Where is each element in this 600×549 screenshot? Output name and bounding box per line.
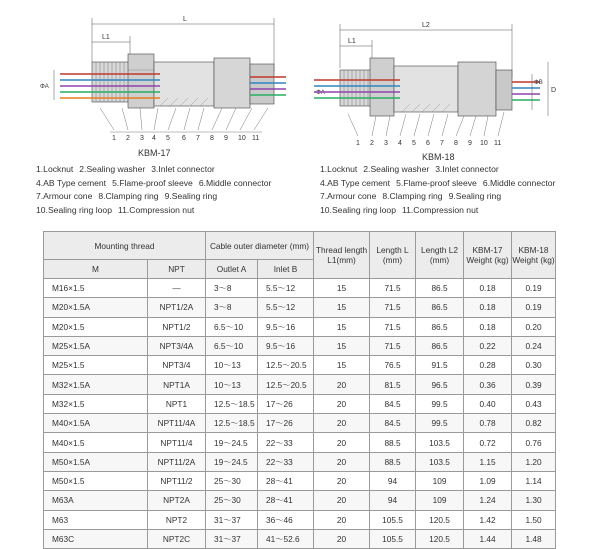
legend-item: 6.Middle connector: [198, 177, 272, 188]
cell-length-l2: 86.5: [416, 279, 464, 298]
cell-length-l: 71.5: [370, 317, 416, 336]
cell-inlet-b: 22～33: [258, 452, 314, 471]
cell-length-l: 94: [370, 491, 416, 510]
cell-inlet-b: 12.5～20.5: [258, 356, 314, 375]
header-npt: NPT: [148, 260, 206, 279]
cell-npt-thread: NPT1: [148, 394, 206, 413]
cell-length-l2: 109: [416, 471, 464, 490]
dim-l2-label: L2: [422, 22, 430, 29]
cell-npt-thread: NPT2: [148, 510, 206, 529]
dim-l-label: L: [183, 16, 187, 23]
cell-length-l: 71.5: [370, 298, 416, 317]
kbm17-parts-legend: [36, 163, 277, 217]
cell-thread-length: 20: [314, 433, 370, 452]
cell-npt-thread: NPT1A: [148, 375, 206, 394]
part-num: 7: [196, 135, 200, 142]
cell-thread-length: 20: [314, 510, 370, 529]
part-num: 2: [370, 140, 374, 147]
cell-npt-thread: NPT2C: [148, 529, 206, 548]
cell-thread-length: 15: [314, 356, 370, 375]
header-cable-diameter: Cable outer diameter (mm): [206, 232, 314, 260]
part-num: 1: [112, 135, 116, 142]
cell-inlet-b: 12.5～20.5: [258, 375, 314, 394]
dim-d-label: D: [551, 87, 557, 94]
part-num: 11: [252, 135, 260, 142]
cell-kbm17-weight: 0.36: [464, 375, 512, 394]
legend-item: 1.Locknut: [320, 164, 358, 174]
kbm18-parts-legend: [320, 163, 561, 217]
part-num: 6: [426, 140, 430, 147]
cell-inlet-b: 41～52.6: [258, 529, 314, 548]
cell-length-l: 81.5: [370, 375, 416, 394]
cell-m-thread: M63A: [44, 491, 148, 510]
part-num: 5: [166, 135, 170, 142]
cell-npt-thread: NPT11/2: [148, 471, 206, 490]
cell-kbm18-weight: 1.50: [512, 510, 556, 529]
cell-length-l: 71.5: [370, 336, 416, 355]
cell-length-l: 105.5: [370, 529, 416, 548]
cell-outlet-a: 25～30: [206, 491, 258, 510]
cell-kbm17-weight: 0.18: [464, 279, 512, 298]
cell-outlet-a: 12.5～18.5: [206, 394, 258, 413]
cell-kbm18-weight: 1.30: [512, 491, 556, 510]
cell-thread-length: 20: [314, 529, 370, 548]
part-num: 6: [182, 135, 186, 142]
dim-a-label: ΦA: [316, 90, 325, 96]
cell-kbm18-weight: 0.30: [512, 356, 556, 375]
kbm18-label: KBM-18: [422, 152, 455, 162]
dim-b-label: ΦB: [534, 80, 543, 86]
cell-kbm18-weight: 1.14: [512, 471, 556, 490]
part-num: 1: [356, 140, 360, 147]
cell-kbm17-weight: 1.42: [464, 510, 512, 529]
cell-length-l: 76.5: [370, 356, 416, 375]
cell-length-l: 84.5: [370, 414, 416, 433]
cell-outlet-a: 19～24.5: [206, 452, 258, 471]
table-row: [44, 394, 556, 413]
cell-m-thread: M50×1.5A: [44, 452, 148, 471]
part-num: 8: [210, 135, 214, 142]
cell-thread-length: 20: [314, 394, 370, 413]
legend-item: 4.AB Type cement: [320, 177, 391, 188]
part-num: 3: [140, 135, 144, 142]
header-mounting-thread: Mounting thread: [44, 232, 206, 260]
cell-outlet-a: 25～30: [206, 471, 258, 490]
legend-item: 2.Sealing washer: [79, 164, 146, 174]
table-row: [44, 433, 556, 452]
kbm18-drawing: [318, 18, 568, 150]
cell-kbm17-weight: 0.72: [464, 433, 512, 452]
cell-inlet-b: 9.5～16: [258, 317, 314, 336]
cell-outlet-a: 3～8: [206, 279, 258, 298]
cell-outlet-a: 31～37: [206, 510, 258, 529]
cell-outlet-a: 6.5～10: [206, 336, 258, 355]
legend-item: 9.Sealing ring: [164, 191, 218, 202]
cell-thread-length: 20: [314, 452, 370, 471]
cell-kbm18-weight: 1.20: [512, 452, 556, 471]
part-num: 3: [384, 140, 388, 147]
legend-item: 11.Compression nut: [117, 204, 195, 215]
cell-npt-thread: NPT1/2A: [148, 298, 206, 317]
cell-length-l: 88.5: [370, 452, 416, 471]
part-num: 9: [224, 135, 228, 142]
cell-outlet-a: 10～13: [206, 375, 258, 394]
cell-kbm17-weight: 1.44: [464, 529, 512, 548]
part-num: 9: [468, 140, 472, 147]
cell-m-thread: M32×1.5: [44, 394, 148, 413]
cell-length-l: 88.5: [370, 433, 416, 452]
cell-length-l2: 86.5: [416, 298, 464, 317]
cell-thread-length: 15: [314, 336, 370, 355]
cell-kbm17-weight: 0.18: [464, 298, 512, 317]
cell-m-thread: M25×1.5A: [44, 336, 148, 355]
cell-thread-length: 15: [314, 317, 370, 336]
legend-item: 7.Armour cone: [320, 191, 377, 202]
cell-m-thread: M63: [44, 510, 148, 529]
cell-kbm18-weight: 0.24: [512, 336, 556, 355]
cell-length-l: 105.5: [370, 510, 416, 529]
legend-item: 6.Middle connector: [482, 177, 556, 188]
cell-length-l: 84.5: [370, 394, 416, 413]
table-row: [44, 491, 556, 510]
cell-m-thread: M40×1.5A: [44, 414, 148, 433]
cell-outlet-a: 10～13: [206, 356, 258, 375]
table-row: [44, 279, 556, 298]
table-row: [44, 510, 556, 529]
cell-inlet-b: 36～46: [258, 510, 314, 529]
cell-kbm18-weight: 0.39: [512, 375, 556, 394]
cell-outlet-a: 6.5～10: [206, 317, 258, 336]
dim-l1-label: L1: [348, 38, 356, 45]
cell-length-l2: 99.5: [416, 414, 464, 433]
cell-length-l2: 86.5: [416, 317, 464, 336]
cell-kbm18-weight: 1.48: [512, 529, 556, 548]
legend-item: 8.Clamping ring: [382, 191, 443, 202]
cell-m-thread: M20×1.5A: [44, 298, 148, 317]
legend-item: 1.Locknut: [36, 164, 74, 174]
header-inlet-b: Inlet B: [258, 260, 314, 279]
cell-npt-thread: NPT3/4: [148, 356, 206, 375]
cell-length-l2: 103.5: [416, 452, 464, 471]
cell-m-thread: M20×1.5: [44, 317, 148, 336]
table-row: [44, 414, 556, 433]
cell-length-l: 94: [370, 471, 416, 490]
table-row: [44, 317, 556, 336]
cell-length-l: 71.5: [370, 279, 416, 298]
cell-npt-thread: NPT2A: [148, 491, 206, 510]
header-length-l2: Length L2 (mm): [416, 232, 464, 279]
legend-item: 11.Compression nut: [401, 204, 479, 215]
cell-npt-thread: NPT11/4A: [148, 414, 206, 433]
header-kbm18-weight: KBM-18 Weight (kg): [512, 232, 556, 279]
cell-outlet-a: 31～37: [206, 529, 258, 548]
header-kbm17-weight: KBM-17 Weight (kg): [464, 232, 512, 279]
cell-m-thread: M63C: [44, 529, 148, 548]
legend-item: 5.Flame-proof sleeve: [396, 177, 477, 188]
table-row: [44, 529, 556, 548]
table-row: [44, 298, 556, 317]
cell-thread-length: 20: [314, 414, 370, 433]
cell-kbm17-weight: 1.09: [464, 471, 512, 490]
legend-item: 2.Sealing washer: [363, 164, 430, 174]
kbm17-drawing: [40, 12, 290, 144]
cell-inlet-b: 22～33: [258, 433, 314, 452]
cell-thread-length: 20: [314, 471, 370, 490]
cell-inlet-b: 17～26: [258, 414, 314, 433]
cell-kbm18-weight: 0.19: [512, 279, 556, 298]
cell-outlet-a: 3～8: [206, 298, 258, 317]
part-num: 4: [152, 135, 156, 142]
cell-npt-thread: NPT11/2A: [148, 452, 206, 471]
legend-item: 7.Armour cone: [36, 191, 93, 202]
cell-kbm18-weight: 0.76: [512, 433, 556, 452]
cell-thread-length: 20: [314, 491, 370, 510]
cell-thread-length: 15: [314, 298, 370, 317]
cell-kbm17-weight: 1.24: [464, 491, 512, 510]
cell-length-l2: 120.5: [416, 529, 464, 548]
cell-inlet-b: 28～41: [258, 491, 314, 510]
header-outlet-a: Outlet A: [206, 260, 258, 279]
legend-item: 5.Flame-proof sleeve: [112, 177, 193, 188]
table-row: [44, 336, 556, 355]
legend-item: 8.Clamping ring: [98, 191, 159, 202]
legend-item: 10.Sealing ring loop: [320, 204, 396, 215]
kbm17-label: KBM-17: [138, 148, 171, 158]
cell-npt-thread: NPT11/4: [148, 433, 206, 452]
table-row: [44, 471, 556, 490]
dim-a-label: ΦA: [40, 84, 49, 90]
cell-thread-length: 15: [314, 279, 370, 298]
table-row: [44, 452, 556, 471]
part-num: 5: [412, 140, 416, 147]
cell-kbm17-weight: 0.28: [464, 356, 512, 375]
cell-kbm18-weight: 0.20: [512, 317, 556, 336]
cell-length-l2: 109: [416, 491, 464, 510]
cell-outlet-a: 19～24.5: [206, 433, 258, 452]
cell-kbm18-weight: 0.19: [512, 298, 556, 317]
cell-inlet-b: 28～41: [258, 471, 314, 490]
part-num: 10: [480, 140, 488, 147]
cell-kbm17-weight: 0.78: [464, 414, 512, 433]
cell-m-thread: M25×1.5: [44, 356, 148, 375]
header-thread-length: Thread length L1(mm): [314, 232, 370, 279]
cell-npt-thread: —: [148, 279, 206, 298]
header-m: M: [44, 260, 148, 279]
cell-kbm17-weight: 0.40: [464, 394, 512, 413]
cell-thread-length: 20: [314, 375, 370, 394]
cell-m-thread: M40×1.5: [44, 433, 148, 452]
header-length-l: Length L (mm): [370, 232, 416, 279]
cell-kbm17-weight: 1.15: [464, 452, 512, 471]
cell-inlet-b: 5.5～12: [258, 298, 314, 317]
legend-item: 10.Sealing ring loop: [36, 204, 112, 215]
part-num: 8: [454, 140, 458, 147]
cell-kbm18-weight: 0.82: [512, 414, 556, 433]
cell-kbm17-weight: 0.18: [464, 317, 512, 336]
table-row: [44, 356, 556, 375]
legend-item: 4.AB Type cement: [36, 177, 107, 188]
cell-length-l2: 91.5: [416, 356, 464, 375]
legend-item: 3.Inlet connector: [435, 164, 499, 174]
cell-m-thread: M32×1.5A: [44, 375, 148, 394]
part-num: 2: [126, 135, 130, 142]
table-row: [44, 375, 556, 394]
cell-inlet-b: 9.5～16: [258, 336, 314, 355]
cell-inlet-b: 5.5～12: [258, 279, 314, 298]
legend-item: 3.Inlet connector: [151, 164, 215, 174]
cell-kbm18-weight: 0.43: [512, 394, 556, 413]
legend-item: 9.Sealing ring: [448, 191, 502, 202]
cell-length-l2: 96.5: [416, 375, 464, 394]
cell-npt-thread: NPT3/4A: [148, 336, 206, 355]
cell-length-l2: 103.5: [416, 433, 464, 452]
cell-npt-thread: NPT1/2: [148, 317, 206, 336]
cell-m-thread: M16×1.5: [44, 279, 148, 298]
spec-table: [43, 231, 556, 549]
part-num: 11: [494, 140, 502, 147]
part-num: 10: [238, 135, 246, 142]
cell-length-l2: 99.5: [416, 394, 464, 413]
cell-outlet-a: 12.5～18.5: [206, 414, 258, 433]
dim-l1-label: L1: [102, 34, 110, 41]
cell-kbm17-weight: 0.22: [464, 336, 512, 355]
cell-inlet-b: 17～26: [258, 394, 314, 413]
cell-m-thread: M50×1.5: [44, 471, 148, 490]
cell-length-l2: 120.5: [416, 510, 464, 529]
part-num: 4: [398, 140, 402, 147]
part-num: 7: [440, 140, 444, 147]
cell-length-l2: 86.5: [416, 336, 464, 355]
